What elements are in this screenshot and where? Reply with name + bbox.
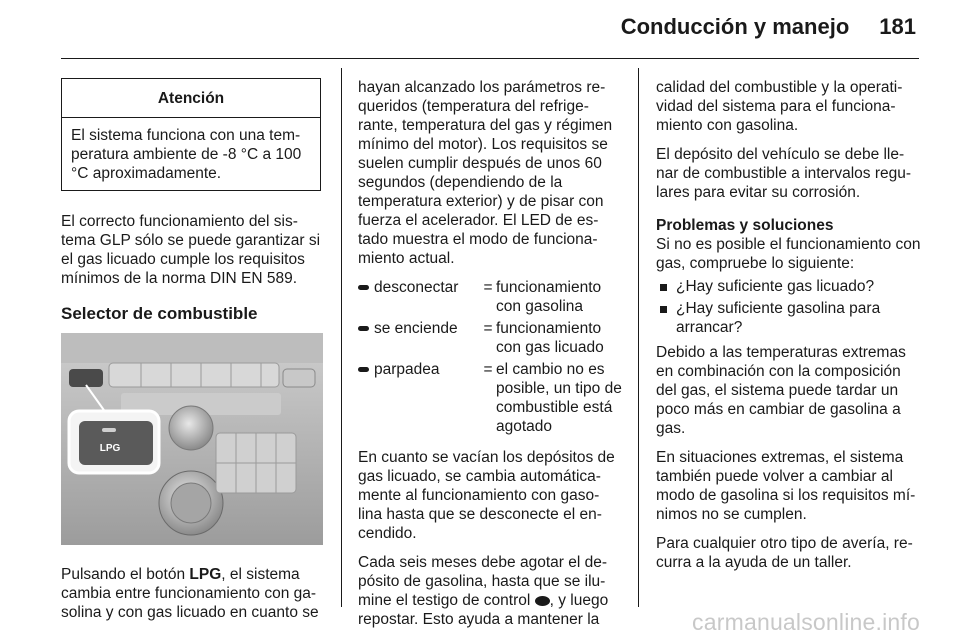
- equals-sign: =: [483, 361, 493, 378]
- lpg-button-label: LPG: [99, 443, 121, 454]
- attention-heading: Atención: [62, 79, 320, 118]
- status-label: parpadea: [374, 361, 440, 378]
- status-label: se enciende: [374, 320, 458, 337]
- column-1: [61, 78, 324, 632]
- text-run: , y luego repostar. Esto ayuda a mantener la: [358, 592, 609, 628]
- paragraph: calidad del combustible y la operati-vidad del sistema para el funciona-miento con gasolina.: [656, 79, 903, 134]
- paragraph: En cuanto se vacían los depósitos de gas licuado, se cambia automática-mente al funcionamiento con gaso-lina hasta que se desconecte el en-cendido.: [358, 449, 615, 542]
- led-off-icon: [358, 285, 369, 290]
- led-on-icon: [358, 326, 369, 331]
- header-divider: [61, 58, 919, 59]
- column-2: [358, 78, 622, 639]
- status-row: [358, 278, 622, 316]
- status-description: funcionamiento con gas licuado: [496, 320, 604, 356]
- chapter-title: Conducción y manejo: [620, 14, 850, 39]
- checklist: [656, 277, 922, 337]
- paragraph: [358, 553, 622, 629]
- paragraph: En situaciones extremas, el sistema también puede volver a cambiar al modo de gasolina si los requisitos mí-nimos no se cumplen.: [656, 449, 916, 523]
- led-status-table: [358, 278, 622, 436]
- paragraph: El correcto funcionamiento del sis-tema GLP sólo se puede garantizar si el gas licuado cumple los requisitos mínimos de la norma DIN EN 589.: [61, 213, 321, 287]
- equals-sign: =: [483, 279, 493, 296]
- fuel-selector-illustration: [61, 333, 323, 545]
- column-3: [656, 78, 922, 582]
- status-row: [358, 360, 622, 436]
- page-number: 181: [879, 14, 916, 39]
- watermark: carmanualsonline.info: [692, 609, 920, 635]
- text-run: Cada seis meses debe agotar el de-pósito de gasolina, hasta que se ilu-mine el testigo de control: [358, 554, 608, 609]
- column-divider-2: [638, 68, 639, 607]
- lpg-keyword: LPG: [189, 566, 222, 583]
- text-run: , el sistema cambia entre funcionamiento con ga-solina y con gas licuado en cuanto se: [61, 566, 319, 621]
- paragraph: hayan alcanzado los parámetros re-queridos (temperatura del refrige-rante, temperatura del gas y régimen mínimo del motor). Los requisitos se suelen cumplir después de unos 60 segundos (dependiendo de la temperatura exterior) y de pisar con fuerza el acelerador. El LED de es-tado muestra el modo de funciona-miento actual.: [358, 79, 613, 267]
- list-item: ¿Hay suficiente gas licuado?: [656, 277, 922, 296]
- attention-text: El sistema funciona con una tem-peratura ambiente de -8 °C a 100 °C aproximadamente.: [71, 127, 302, 182]
- page-header: [621, 14, 916, 40]
- paragraph: El depósito del vehículo se debe lle-nar de combustible a intervalos regu-lares para evitar su corrosión.: [656, 146, 912, 201]
- status-description: funcionamiento con gasolina: [496, 279, 602, 315]
- column-divider-1: [341, 68, 342, 607]
- paragraph: Debido a las temperaturas extremas en combinación con la composición del gas, el sistema puede tardar un poco más en cambiar de gasolina a gas.: [656, 344, 906, 437]
- paragraph: [61, 565, 324, 622]
- status-description: el cambio no es posible, un tipo de combustible está agotado: [496, 361, 622, 435]
- status-label: desconectar: [374, 279, 459, 296]
- text-run: Pulsando el botón: [61, 566, 190, 583]
- led-blink-icon: [358, 367, 369, 372]
- paragraph: Para cualquier otro tipo de avería, re-curra a la ayuda de un taller.: [656, 535, 913, 571]
- equals-sign: =: [483, 320, 493, 337]
- list-item: ¿Hay suficiente gasolina para arrancar?: [656, 299, 922, 337]
- attention-box: [61, 78, 321, 191]
- status-row: [358, 319, 622, 357]
- control-indicator-icon: [535, 596, 550, 606]
- section-title: Selector de combustible: [61, 304, 258, 323]
- subsection-title: Problemas y soluciones: [656, 217, 834, 234]
- paragraph: Si no es posible el funcionamiento con gas, compruebe lo siguiente:: [656, 236, 921, 272]
